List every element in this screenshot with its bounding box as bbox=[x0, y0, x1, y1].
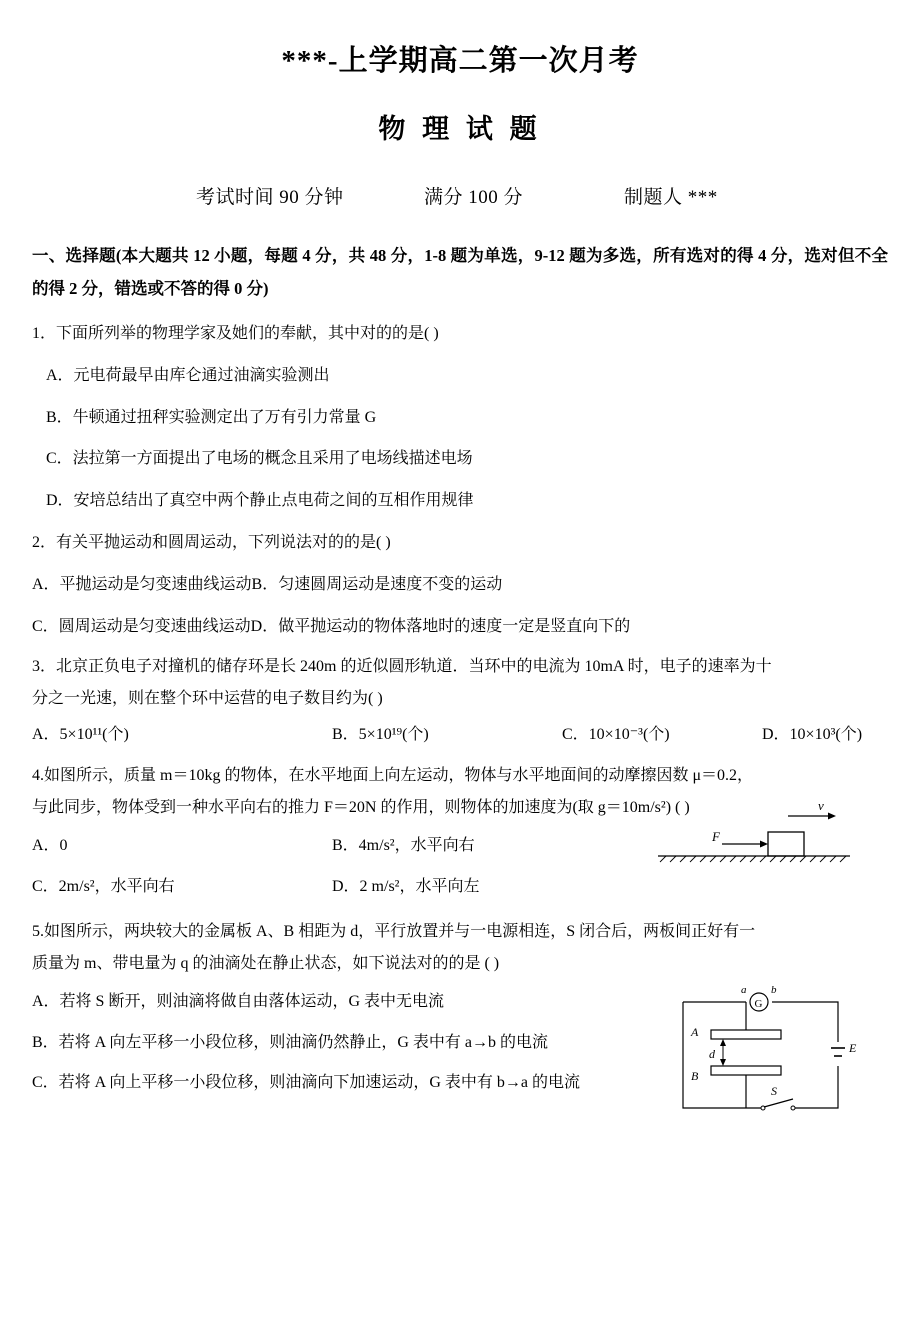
svg-text:d: d bbox=[709, 1046, 715, 1061]
question-1-option-d: D．安培总结出了真空中两个静止点电荷之间的互相作用规律 bbox=[46, 492, 474, 510]
question-4-option-b: B．4m/s²，水平向右 bbox=[332, 837, 475, 855]
questions-container bbox=[0, 322, 920, 1096]
question-1-option-b: B．牛顿通过扭秤实验测定出了万有引力常量 G bbox=[46, 408, 377, 426]
svg-text:B: B bbox=[691, 1068, 699, 1083]
question-5-stem-line-1: 5.如图所示，两块较大的金属板 A、B 相距为 d，平行放置并与一电源相连，S 闭合后，两板间正好有一 bbox=[32, 922, 756, 940]
question-2-option-line-2: C．圆周运动是匀变速曲线运动D．做平抛运动的物体落地时的速度一定是竖直向下的 bbox=[32, 617, 631, 635]
parallel-plate-circuit-diagram bbox=[653, 980, 868, 1125]
question-5-option-a: A．若将 S 断开，则油滴将做自由落体运动，G 表中无电流 bbox=[32, 992, 445, 1010]
exam-duration: 考试时间 90 分钟 bbox=[196, 187, 344, 208]
question-3-stem-line-1: 3．北京正负电子对撞机的储存环是长 240m 的近似圆形轨道．当环中的电流为 10mA 时，电子的速率为十 bbox=[32, 658, 772, 676]
svg-text:v: v bbox=[818, 798, 824, 814]
question-3-option-c: C．10×10⁻³(个) bbox=[562, 726, 670, 744]
question-3-stem-line-2: 分之一光速，则在整个环中运营的电子数目约为( ) bbox=[32, 690, 383, 708]
exam-author: 制题人 *** bbox=[624, 187, 718, 208]
svg-text:A: A bbox=[691, 1024, 699, 1039]
exam-total-score: 满分 100 分 bbox=[424, 187, 524, 208]
block-on-ground-diagram bbox=[650, 798, 860, 870]
page-title: ***-上学期高二第一次月考 bbox=[281, 45, 639, 77]
question-3-option-d: D．10×10³(个) bbox=[762, 726, 863, 744]
svg-text:E: E bbox=[849, 1040, 857, 1055]
svg-text:F: F bbox=[712, 829, 720, 845]
question-4-stem-line-1: 4.如图所示，质量 m＝10kg 的物体，在水平地面上向左运动，物体与水平地面间的动摩擦因数 μ＝0.2， bbox=[32, 767, 754, 785]
subject-title: 物 理 试 题 bbox=[378, 114, 542, 144]
question-5-body bbox=[32, 983, 888, 1098]
question-1-stem: 1．下面所列举的物理学家及她们的奉献，其中对的的是( ) bbox=[32, 325, 439, 342]
question-1-option-a: A．元电荷最早由库仑通过油滴实验测出 bbox=[46, 366, 330, 384]
question-2-option-line-1: A．平抛运动是匀变速曲线运动B．匀速圆周运动是速度不变的运动 bbox=[32, 575, 503, 593]
question-4-option-d: D．2 m/s²，水平向左 bbox=[332, 877, 480, 895]
exam-paper-page bbox=[0, 38, 920, 1338]
question-4-options-row-1 bbox=[32, 834, 672, 859]
exam-meta-row bbox=[0, 182, 920, 209]
question-5-option-b: B．若将 A 向左平移一小段位移，则油滴仍然静止，G 表中有 a→b 的电流 bbox=[32, 1033, 549, 1051]
question-5-option-c: C．若将 A 向上平移一小段位移，则油滴向下加速运动，G 表中有 b→a 的电流 bbox=[32, 1074, 581, 1092]
question-3-option-a: A．5×10¹¹(个) bbox=[32, 726, 129, 744]
question-4-stem-line-2: 与此同步，物体受到一种水平向右的推力 F＝20N 的作用，则物体的加速度为(取 g＝10m/s²) ( ) bbox=[32, 799, 690, 817]
section-1-heading: 一、选择题(本大题共 12 小题，每题 4 分，共 48 分，1-8 题为单选，9-12 题为多选，所有选对的得 4 分，选对但不全的得 2 分，错选或不答的得 0 分) bbox=[32, 246, 888, 298]
question-3-options-row bbox=[32, 723, 888, 748]
svg-text:G: G bbox=[754, 997, 763, 1010]
svg-text:a: a bbox=[741, 983, 747, 996]
question-4-options-row-2 bbox=[32, 875, 672, 900]
svg-text:b: b bbox=[771, 983, 777, 996]
question-5-stem-line-2: 质量为 m、带电量为 q 的油滴处在静止状态，如下说法对的的是 ( ) bbox=[32, 954, 500, 972]
question-1-option-c: C．法拉第一方面提出了电场的概念且采用了电场线描述电场 bbox=[46, 450, 473, 468]
svg-text:S: S bbox=[771, 1083, 777, 1098]
question-3-option-b: B．5×10¹⁹(个) bbox=[332, 726, 429, 744]
question-4-option-c: C．2m/s²，水平向右 bbox=[32, 877, 175, 895]
question-2-stem: 2．有关平抛运动和圆周运动，下列说法对的的是( ) bbox=[32, 533, 391, 551]
question-4-option-a: A．0 bbox=[32, 837, 68, 855]
